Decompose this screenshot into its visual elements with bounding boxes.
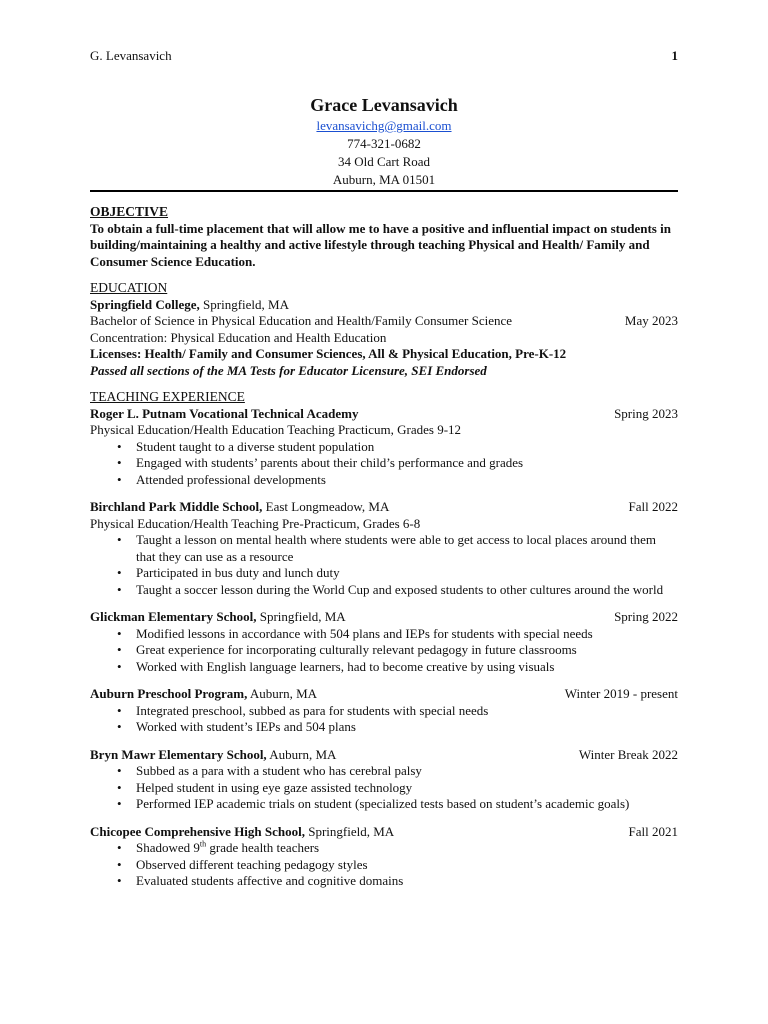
experience-date: Spring 2022 bbox=[614, 609, 678, 624]
education-section bbox=[90, 280, 678, 379]
list-item: • Taught a lesson on mental health where students were able to get access to local places around them that they can use as a resource bbox=[136, 532, 678, 565]
experience-bullet-list bbox=[90, 532, 678, 598]
objective-section bbox=[90, 204, 678, 270]
experience-location: Auburn, MA bbox=[247, 686, 318, 701]
list-item: • Integrated preschool, subbed as para for students with special needs bbox=[136, 703, 678, 720]
experience-bullet-list bbox=[90, 840, 678, 890]
experience-date: Spring 2023 bbox=[614, 405, 678, 421]
list-item: • Subbed as a para with a student who has cerebral palsy bbox=[136, 763, 678, 780]
experience-date: Fall 2022 bbox=[628, 499, 678, 514]
phone-number: 774-321-0682 bbox=[347, 136, 421, 151]
experience-entry-header bbox=[90, 406, 678, 423]
list-item: • Participated in bus duty and lunch duty bbox=[136, 565, 678, 582]
experience-bullet-list bbox=[90, 439, 678, 489]
education-licenses: Licenses: Health/ Family and Consumer Sciences, All & Physical Education, Pre-K-12 bbox=[90, 346, 567, 361]
list-item: • Worked with English language learners, had to become creative by using visuals bbox=[136, 659, 678, 676]
resume-body bbox=[90, 204, 678, 890]
education-title: EDUCATION bbox=[90, 280, 168, 295]
list-item: • Evaluated students affective and cognitive domains bbox=[136, 873, 678, 890]
experience-org-line bbox=[90, 686, 317, 703]
experience-date: Winter Break 2022 bbox=[578, 746, 678, 762]
experience-location: Springfield, MA bbox=[305, 823, 395, 839]
experience-entry bbox=[90, 824, 678, 890]
shadowed-suffix: grade health teachers bbox=[206, 840, 320, 855]
education-location: Springfield, MA bbox=[199, 296, 289, 312]
education-tests: Passed all sections of the MA Tests for Educator Licensure, SEI Endorsed bbox=[90, 362, 487, 378]
experience-org-line bbox=[90, 747, 336, 764]
experience-bullet-list bbox=[90, 626, 678, 676]
objective-text: To obtain a full-time placement that will allow me to have a positive and influential impact on students in building/maintaining a healthy and active lifestyle through teaching Physical and Health/ Family and Consumer Science Education. bbox=[90, 220, 671, 269]
experience-date: Winter 2019 - present bbox=[564, 686, 678, 701]
experience-org: Roger L. Putnam Vocational Technical Academy bbox=[90, 405, 359, 421]
experience-entry-header bbox=[90, 747, 678, 764]
experience-org: Auburn Preschool Program, bbox=[90, 686, 248, 701]
experience-org-line bbox=[90, 824, 394, 841]
shadowed-prefix: Shadowed 9 bbox=[136, 840, 200, 855]
experience-org: Birchland Park Middle School, bbox=[90, 499, 263, 514]
experience-org: Bryn Mawr Elementary School, bbox=[90, 746, 267, 762]
list-item: • Observed different teaching pedagogy styles bbox=[136, 857, 678, 874]
experience-org-line bbox=[90, 609, 346, 626]
running-header-name: G. Levansavich bbox=[90, 48, 172, 63]
experience-location: Auburn, MA bbox=[266, 746, 337, 762]
experience-section bbox=[90, 389, 678, 890]
experience-entry bbox=[90, 686, 678, 736]
experience-bullet-list bbox=[90, 703, 678, 736]
experience-entry bbox=[90, 406, 678, 489]
experience-entry-header bbox=[90, 609, 678, 626]
experience-entry-header bbox=[90, 686, 678, 703]
experience-org-line bbox=[90, 499, 389, 516]
experience-role: Physical Education/Health Education Teaching Practicum, Grades 9-12 bbox=[90, 422, 462, 437]
objective-title: OBJECTIVE bbox=[90, 204, 169, 219]
running-header bbox=[90, 48, 678, 64]
experience-org: Glickman Elementary School, bbox=[90, 609, 257, 624]
list-item bbox=[136, 840, 678, 857]
address-line-2: Auburn, MA 01501 bbox=[332, 172, 436, 187]
experience-org: Chicopee Comprehensive High School, bbox=[90, 823, 305, 839]
experience-entry bbox=[90, 499, 678, 598]
experience-entry-header bbox=[90, 499, 678, 516]
email-link[interactable]: levansavichg@gmail.com bbox=[316, 118, 452, 133]
experience-date: Fall 2021 bbox=[628, 823, 678, 839]
education-degree: Bachelor of Science in Physical Education and Health/Family Consumer Science bbox=[90, 313, 513, 328]
list-item: • Student taught to a diverse student population bbox=[136, 439, 678, 456]
list-item: • Engaged with students’ parents about their child’s performance and grades bbox=[136, 455, 678, 472]
experience-org-line bbox=[90, 406, 358, 423]
experience-entry-header bbox=[90, 824, 678, 841]
shadowed-superscript: th bbox=[199, 839, 207, 849]
education-date: May 2023 bbox=[624, 313, 678, 328]
list-item: • Worked with student’s IEPs and 504 plans bbox=[136, 719, 678, 736]
list-item: • Great experience for incorporating culturally relevant pedagogy in future classrooms bbox=[136, 642, 678, 659]
experience-entry bbox=[90, 747, 678, 813]
experience-location: East Longmeadow, MA bbox=[262, 499, 390, 514]
address-line-1: 34 Old Cart Road bbox=[337, 154, 431, 169]
experience-entry bbox=[90, 609, 678, 675]
experience-role: Physical Education/Health Teaching Pre-Practicum, Grades 6-8 bbox=[90, 515, 421, 531]
education-degree-row bbox=[90, 313, 678, 330]
experience-bullet-list bbox=[90, 763, 678, 813]
list-item: • Taught a soccer lesson during the World Cup and exposed students to other cultures around the world bbox=[136, 582, 678, 599]
contact-block bbox=[90, 93, 678, 189]
experience-title: TEACHING EXPERIENCE bbox=[90, 389, 245, 404]
education-school-line bbox=[90, 297, 678, 314]
education-concentration: Concentration: Physical Education and Health Education bbox=[90, 329, 387, 345]
page-number: 1 bbox=[671, 48, 678, 63]
list-item: • Performed IEP academic trials on student (specialized tests based on student’s academic goals) bbox=[136, 796, 678, 813]
experience-location: Springfield, MA bbox=[256, 609, 346, 624]
list-item: • Helped student in using eye gaze assisted technology bbox=[136, 780, 678, 797]
list-item: • Attended professional developments bbox=[136, 472, 678, 489]
header-divider bbox=[90, 190, 678, 192]
list-item: • Modified lessons in accordance with 504 plans and IEPs for students with special needs bbox=[136, 626, 678, 643]
education-school: Springfield College, bbox=[90, 296, 200, 312]
applicant-name: Grace Levansavich bbox=[310, 95, 458, 115]
